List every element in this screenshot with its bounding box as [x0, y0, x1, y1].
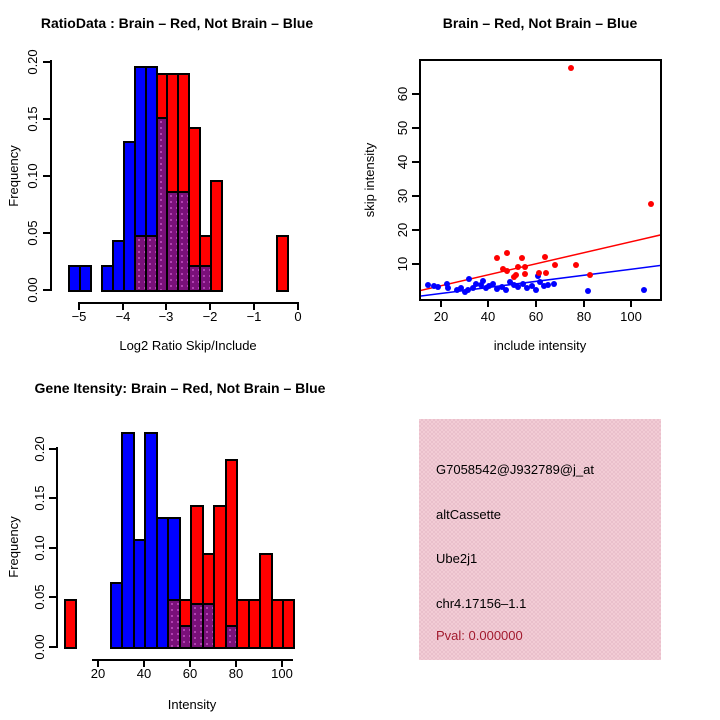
- x-axis-line: [92, 659, 293, 661]
- not-brain-point: [533, 287, 539, 293]
- y-tick-label: 10: [395, 256, 410, 272]
- y-axis-tick: [43, 289, 50, 291]
- y-axis-tick: [43, 175, 50, 177]
- y-axis-tick: [412, 229, 419, 231]
- y-tick-label: 0.10: [32, 535, 47, 561]
- brain-point: [504, 250, 510, 256]
- y-axis-tick: [412, 93, 419, 95]
- x-tick-label: 60: [182, 666, 198, 681]
- brain-bar: [282, 599, 295, 649]
- brain-point: [587, 272, 593, 278]
- x-tick-label: 0: [294, 309, 302, 324]
- info-line-0: G7058542@J932789@j_at: [436, 462, 594, 477]
- y-tick-label: 0.15: [25, 106, 40, 132]
- x-tick-label: 80: [228, 666, 244, 681]
- brain-point: [515, 264, 521, 270]
- gene-hist-x-axis-title: Intensity: [167, 697, 217, 712]
- brain-point: [522, 271, 528, 277]
- not-brain-point: [480, 278, 486, 284]
- y-tick-label: 0.05: [25, 220, 40, 246]
- info-panel: [419, 419, 661, 660]
- y-axis-tick: [412, 263, 419, 265]
- x-tick-label: −5: [71, 309, 87, 324]
- x-tick-label: 80: [576, 309, 592, 324]
- info-line-2: Ube2j1: [436, 551, 478, 566]
- y-axis-tick: [49, 497, 56, 499]
- y-axis-tick: [412, 161, 419, 163]
- y-axis-tick: [43, 118, 50, 120]
- brain-bar: [276, 235, 289, 292]
- not-brain-point: [445, 285, 451, 291]
- x-axis-tick: [535, 301, 537, 307]
- not-brain-point: [551, 281, 557, 287]
- y-axis-tick: [412, 127, 419, 129]
- brain-bar: [64, 599, 77, 649]
- y-axis-tick: [49, 547, 56, 549]
- x-tick-label: 20: [90, 666, 106, 681]
- brain-point: [522, 264, 528, 270]
- overlap-bar: [225, 625, 238, 649]
- x-tick-label: 40: [136, 666, 152, 681]
- ratio-hist-y-axis-title: Frequency: [6, 145, 21, 207]
- not-brain-point: [503, 287, 509, 293]
- x-tick-label: 20: [433, 309, 449, 324]
- x-axis-line: [78, 302, 299, 304]
- scatter-y-axis-title: skip intensity: [362, 142, 377, 218]
- brain-point: [552, 262, 558, 268]
- not-brain-point: [466, 276, 472, 282]
- y-axis-tick: [412, 195, 419, 197]
- ratio-hist-title: RatioData : Brain – Red, Not Brain – Blue: [40, 15, 314, 31]
- brain-point: [573, 262, 579, 268]
- brain-point: [494, 255, 500, 261]
- x-axis-tick: [583, 301, 585, 307]
- not-brain-point: [585, 288, 591, 294]
- y-axis-tick: [49, 448, 56, 450]
- overlap-bar: [199, 265, 212, 292]
- y-tick-label: 30: [395, 188, 410, 204]
- x-axis-tick: [487, 301, 489, 307]
- info-line-4: Pval: 0.000000: [436, 628, 523, 643]
- not-brain-point: [641, 287, 647, 293]
- x-tick-label: −3: [158, 309, 174, 324]
- y-tick-label: 20: [395, 222, 410, 238]
- y-tick-label: 40: [395, 154, 410, 170]
- brain-point: [568, 65, 574, 71]
- info-line-1: altCassette: [436, 507, 502, 522]
- x-tick-label: 100: [271, 666, 293, 681]
- not-brain-bar: [79, 265, 92, 292]
- x-axis-tick: [440, 301, 442, 307]
- brain-point: [519, 255, 525, 261]
- scatter-title: Brain – Red, Not Brain – Blue: [442, 15, 638, 31]
- ratio-hist-x-axis-title: Log2 Ratio Skip/Include: [119, 338, 257, 353]
- overlap-bar: [202, 603, 215, 649]
- fit-lines: [421, 61, 660, 299]
- brain-point: [536, 270, 542, 276]
- y-tick-label: 0.20: [25, 49, 40, 75]
- not-brain-point: [435, 284, 441, 290]
- y-tick-label: 0.15: [32, 485, 47, 511]
- y-tick-label: 0.10: [25, 163, 40, 189]
- x-axis-tick: [630, 301, 632, 307]
- gene-hist-y-axis-title: Frequency: [6, 516, 21, 578]
- y-tick-label: 50: [395, 120, 410, 136]
- y-axis-line: [50, 60, 52, 291]
- brain-point: [648, 201, 654, 207]
- y-axis-tick: [49, 646, 56, 648]
- x-tick-label: −1: [246, 309, 262, 324]
- y-tick-label: 0.00: [32, 634, 47, 660]
- gene-hist-title: Gene Itensity: Brain – Red, Not Brain – Blue: [34, 380, 326, 396]
- x-tick-label: 40: [480, 309, 496, 324]
- y-tick-label: 0.20: [32, 436, 47, 462]
- y-tick-label: 60: [395, 86, 410, 102]
- y-axis-tick: [43, 232, 50, 234]
- x-tick-label: 60: [528, 309, 544, 324]
- brain-point: [513, 272, 519, 278]
- y-axis-tick: [49, 596, 56, 598]
- y-tick-label: 0.00: [25, 277, 40, 303]
- x-tick-label: −4: [115, 309, 131, 324]
- y-axis-line: [56, 447, 58, 648]
- x-tick-label: 100: [620, 309, 642, 324]
- brain-point: [543, 270, 549, 276]
- brain-point: [542, 254, 548, 260]
- info-line-3: chr4.17156–1.1: [436, 596, 527, 611]
- y-tick-label: 0.05: [32, 584, 47, 610]
- brain-point: [504, 268, 510, 274]
- y-axis-tick: [43, 61, 50, 63]
- x-tick-label: −2: [202, 309, 218, 324]
- scatter-x-axis-title: include intensity: [493, 338, 587, 353]
